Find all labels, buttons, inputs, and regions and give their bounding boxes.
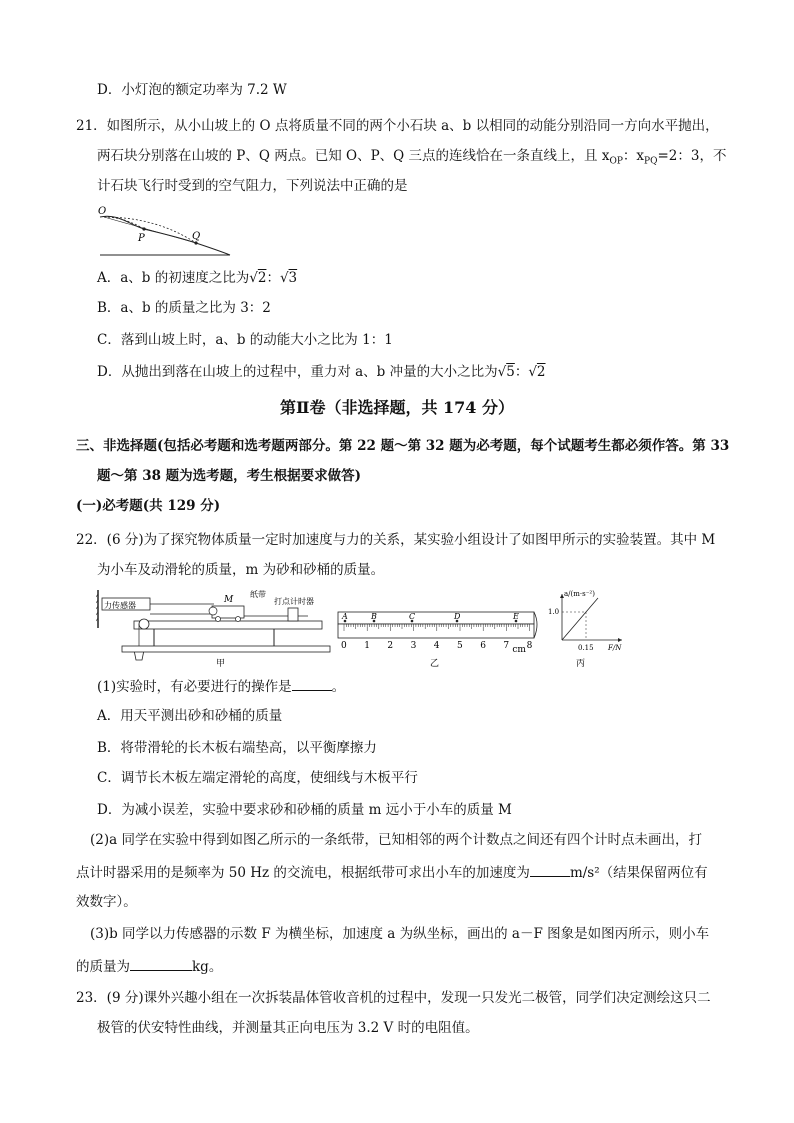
q22-stem-line2: 为小车及动滑轮的质量，m 为砂和砂桶的质量。 [97,562,385,578]
q22-stem-line1: 22．(6 分)为了探究物体质量一定时加速度与力的关系，某实验小组设计了如图甲所示的实验装置。其中 M [76,532,716,548]
ruler-tick-label: 1 [364,641,370,651]
q21-option-c: C．落到山坡上时，a、b 的动能大小之比为 1：1 [97,332,393,348]
q20-option-d: D．小灯泡的额定功率为 7.2 W [97,82,287,98]
figure-bing-graph [548,590,628,670]
ruler-tick-label: 0 [341,641,347,651]
q22-part3-line2: 的质量为 kg。 [76,956,222,977]
figure-jia-apparatus [96,588,332,670]
q21-option-a: A．a、b 的初速度之比为√2：√3 [97,270,298,286]
tape-point-label: D [454,612,461,621]
ruler-tick-label: 6 [480,641,486,651]
sqrt-icon: √ [528,364,537,380]
q23-stem-line1: 23．(9 分)课外兴趣小组在一次拆装晶体管收音机的过程中，发现一只发光二极管，同学们决定测绘这只二 [76,990,711,1006]
q22-part2-line2: 点计时器采用的是频率为 50 Hz 的交流电，根据纸带可求出小车的加速度为 m/s²（结果保留两位有 [76,862,708,883]
ruler-tick-label: 4 [433,641,440,651]
q22-part2-line3: 效数字）。 [76,894,137,910]
timer-label: 打点计时器 [274,597,314,606]
figure-yi-tape-ruler [336,604,542,670]
q22-part3-line1: (3)b 同学以力传感器的示数 F 为横坐标，加速度 a 为纵坐标，画出的 a－F 图象是如图丙所示，则小车 [90,926,710,942]
sqrt-icon: √ [279,270,289,286]
q21-option-d: D．从抛出到落在山坡上的过程中，重力对 a、b 冲量的大小之比为√5：√2 [97,364,546,380]
answer-blank-1[interactable] [292,676,332,691]
q22-part2-line1: (2)a 同学在实验中得到如图乙所示的一条纸带，已知相邻的两个计数点之间还有四个计时点未画出，打 [90,832,702,848]
q22-part1: (1)实验时，有必要进行的操作是 。 [97,676,345,697]
sqrt-icon: √ [497,364,507,380]
ruler-tick-label: 3 [410,641,417,651]
ruler-unit-label: cm [512,645,526,655]
tape-point-label: A [342,612,348,621]
tape-label: 纸带 [250,590,266,599]
ruler-tick-label: 5 [457,641,463,651]
section3-line1: 三、非选择题(包括必考题和选考题两部分。第 22 题～第 32 题为必考题，每个试题考生都必须作答。第 33 [76,438,730,454]
q21-stem-line1: 21．如图所示，从小山坡上的 O 点将质量不同的两个小石块 a、b 以相同的动能分别沿同一方向水平抛出， [76,118,719,134]
label-q: Q [192,231,201,242]
sqrt-icon: √ [249,270,258,286]
q22-option-a: A．用天平测出砂和砂桶的质量 [97,708,283,724]
sensor-label: 力传感器 [104,601,136,610]
bing-ylabel: a/(m·s⁻²) [564,590,595,598]
label-o: O [98,206,107,217]
cart-M-label: M [224,595,234,605]
bing-xtick: 0.15 [578,644,594,652]
answer-blank-2[interactable] [530,862,570,877]
figure-bing-caption: 丙 [576,659,586,669]
q21-slope-figure [96,203,236,259]
section-title: 第Ⅱ卷（非选择题，共 174 分） [279,398,515,417]
label-p: P [138,233,145,244]
answer-blank-3[interactable] [130,956,192,971]
ruler-tick-label: 7 [503,641,510,651]
bing-ytick: 1.0 [548,608,560,616]
q21-stem-line2: 两石块分别落在山坡的 P、Q 两点。已知 O、P、Q 三点的连线恰在一条直线上，且 $x_{OP}$：$x_{PQ}=2$：3，不 [97,148,727,167]
q23-stem-line2: 极管的伏安特性曲线，并测量其正向电压为 3.2 V 时的电阻值。 [97,1020,479,1036]
figure-jia-caption: 甲 [216,659,226,669]
q22-option-d: D．为减小误差，实验中要求砂和砂桶的质量 m 远小于小车的质量 M [97,802,512,818]
q21-option-b: B．a、b 的质量之比为 3：2 [97,300,271,316]
tape-point-label: B [371,612,377,621]
q22-option-c: C．调节长木板左端定滑轮的高度，使细线与木板平行 [97,770,418,786]
q22-option-b: B．将带滑轮的长木板右端垫高，以平衡摩擦力 [97,740,377,756]
tape-point-label: C [409,612,416,621]
tape-point-label: E [513,612,519,621]
ruler-tick-label: 8 [526,641,533,651]
q21-stem-line3: 计石块飞行时受到的空气阻力，下列说法中正确的是 [97,178,408,194]
figure-yi-caption: 乙 [430,659,440,669]
bing-xlabel: F/N [608,644,622,652]
required-part-heading: (一)必考题(共 129 分) [76,498,221,514]
section3-line2: 题～第 38 题为选考题，考生根据要求做答) [97,468,362,484]
ruler-tick-label: 2 [387,641,394,651]
